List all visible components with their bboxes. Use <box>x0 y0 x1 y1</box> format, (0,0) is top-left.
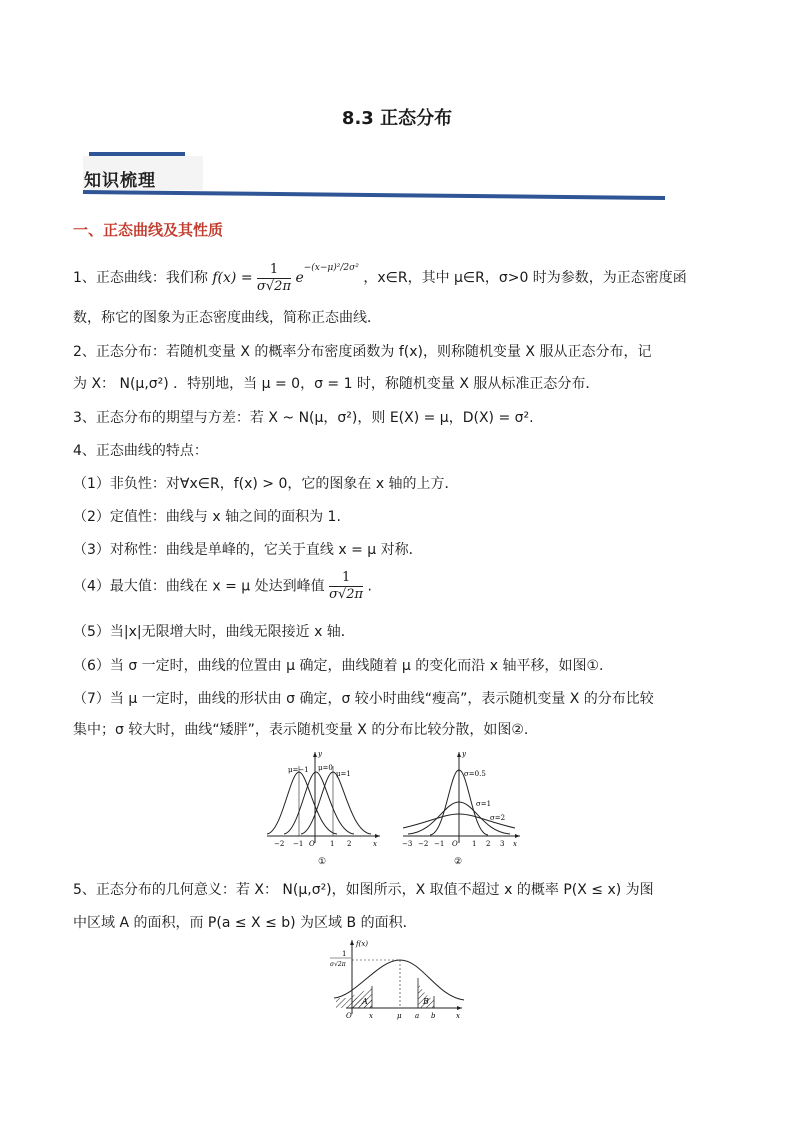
text-fragment: （4）最大值：曲线在 x = μ 处达到峰值 <box>73 578 325 595</box>
fig2-tick: 3 <box>500 840 505 848</box>
fig3-tick-mu: μ <box>397 1012 402 1020</box>
property-line-2: （2）定值性：曲线与 x 轴之间的面积为 1. <box>73 509 341 525</box>
fig1-tick: O <box>309 840 315 848</box>
fig2-tick: −1 <box>434 840 445 848</box>
fig1-y-axis-label: y <box>318 750 322 758</box>
definition-line-6: 4、正态曲线的特点： <box>73 443 208 459</box>
geometric-line-1: 5、正态分布的几何意义：若 X： N(μ,σ²)，如图所示，X 取值不超过 x 的概率 P(X ≤ x) 为图 <box>73 882 654 898</box>
fig2-label-sigma-2: σ=2 <box>490 814 506 822</box>
formula-e: e <box>295 270 304 286</box>
fig3-tick-origin: O <box>346 1012 352 1020</box>
fig2-tick: 1 <box>472 840 477 848</box>
fig2-label-sigma-0-5: σ=0.5 <box>464 770 486 778</box>
text-fragment: ，x∈R，其中 μ∈R，σ>0 时为参数，为正态密度函 <box>363 270 687 286</box>
fig1-tick: −1 <box>293 840 304 848</box>
property-line-8: 集中；σ 较大时，曲线“矮胖”，表示随机变量 X 的分布比较分散，如图②. <box>73 722 529 738</box>
fig3-tick-b: b <box>431 1012 436 1020</box>
definition-line-2: 数，称它的图象为正态密度曲线，简称正态曲线． <box>73 310 381 326</box>
fraction-denominator: σ√2π <box>329 587 364 602</box>
figure-1-shift <box>262 748 392 868</box>
fig2-x-axis-label: x <box>513 840 517 848</box>
fig2-caption: ② <box>454 857 463 867</box>
formula-fraction <box>257 262 291 295</box>
fig1-label-mu-neg1: μ=−1 <box>288 766 309 774</box>
fig3-y-axis-label: f(x) <box>356 940 369 948</box>
property-line-4 <box>73 570 733 603</box>
figure-2-sigma <box>400 748 528 868</box>
fig1-label-mu-0: μ=0 <box>318 764 333 772</box>
definition-line-1 <box>73 258 733 295</box>
fig1-caption: ① <box>318 857 327 867</box>
section-banner <box>75 150 675 206</box>
text-fragment: . <box>367 578 372 595</box>
fig3-x-axis-label: x <box>456 1012 460 1020</box>
fig1-label-mu-1: μ=1 <box>336 770 351 778</box>
section-title: 一、正态曲线及其性质 <box>73 221 224 239</box>
region-b-label: B <box>423 997 429 1006</box>
fig2-tick: −3 <box>402 840 413 848</box>
property-line-6: （6）当 σ 一定时，曲线的位置由 μ 确定，曲线随着 μ 的变化而沿 x 轴平移，如图①. <box>73 658 604 674</box>
property-line-7: （7）当 μ 一定时，曲线的形状由 σ 确定，σ 较小时曲线“瘦高”，表示随机变量 X 的分布比较 <box>73 691 654 707</box>
fig1-tick: 1 <box>330 840 335 848</box>
fig3-peak-denominator: σ√2π <box>330 961 346 968</box>
fig2-tick: O <box>452 840 458 848</box>
property-line-3: （3）对称性：曲线是单峰的，它关于直线 x = μ 对称． <box>73 542 423 558</box>
fig1-tick: 2 <box>347 840 352 848</box>
fraction-numerator: 1 <box>329 570 363 587</box>
banner-label: 知识梳理 <box>84 171 156 191</box>
region-a-label: A <box>362 997 368 1006</box>
fig2-tick: 2 <box>486 840 491 848</box>
formula-fx: f(x) = <box>212 270 253 286</box>
text-fragment: 1、正态曲线：我们称 <box>73 270 208 286</box>
fraction-denominator: σ√2π <box>257 278 291 294</box>
fig1-tick: −2 <box>274 840 285 848</box>
definition-line-5: 3、正态分布的期望与方差：若 X ~ N(μ，σ²)，则 E(X) = μ，D(X) = σ². <box>73 410 534 426</box>
definition-line-3: 2、正态分布：若随机变量 X 的概率分布密度函数为 f(x)，则称随机变量 X 服从正态分布，记 <box>73 344 652 360</box>
fig3-tick-x: x <box>369 1012 373 1020</box>
definition-line-4: 为 X： N(μ,σ²) ．特别地，当 μ = 0，σ = 1 时，称随机变量 X 服从标准正态分布． <box>73 376 600 392</box>
page-title: 8.3 正态分布 <box>341 108 453 129</box>
figure-3-regions <box>326 938 476 1022</box>
fig3-tick-a: a <box>415 1012 420 1020</box>
fig2-tick: −2 <box>418 840 429 848</box>
property-line-5: （5）当|x|无限增大时，曲线无限接近 x 轴． <box>73 624 355 640</box>
fraction-numerator: 1 <box>257 262 291 279</box>
geometric-line-2: 中区域 A 的面积，而 P(a ≤ X ≤ b) 为区域 B 的面积． <box>73 915 417 931</box>
fig2-y-axis-label: y <box>462 750 466 758</box>
fig2-label-sigma-1: σ=1 <box>476 800 492 808</box>
peak-fraction <box>329 570 363 603</box>
fig3-peak-numerator: 1 <box>342 950 347 958</box>
fig1-x-axis-label: x <box>373 840 377 848</box>
property-line-1: （1）非负性：对∀x∈R，f(x) > 0，它的图象在 x 轴的上方． <box>73 476 459 492</box>
formula-exponent: −(x−μ)²/2σ² <box>303 263 359 273</box>
